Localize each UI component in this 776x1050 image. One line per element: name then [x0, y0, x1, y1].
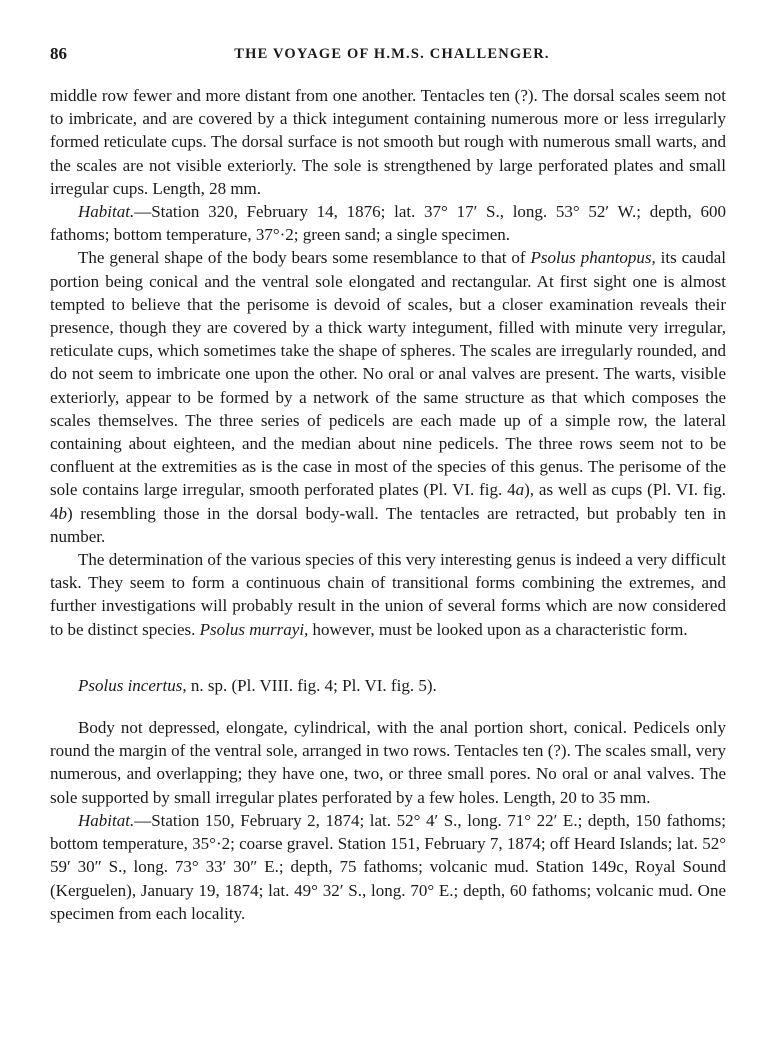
species-reference-phantopus: Psolus phantopus, — [530, 248, 656, 268]
species-heading-suffix: , n. sp. (Pl. VIII. fig. 4; Pl. VI. fig. 5). — [182, 675, 437, 695]
page-number: 86 — [50, 44, 67, 63]
remarks-text-a: The determination of the various species of this very interesting genus is indeed a very difficult task. They seem to form a continuous chain of transitional forms combining the extremes, and further investigations will probably result in the union of several forms which are now considered to be distinct species. — [50, 550, 726, 639]
description-text-c: ), as well as cups (Pl. VI. fig. 4 — [50, 480, 726, 523]
species-reference-murrayi: Psolus murrayi, — [199, 619, 309, 639]
continuation-paragraph: middle row fewer and more distant from one another. Tentacles ten (?). The dorsal scales seem not to imbricate, and are covered by a thick integument containing numerous more or less irregularly formed reticulate cups. The dorsal surface is not smooth but rough with numerous small warts, and the scales are not visible exteriorly. The sole is strengthened by large perforated plates and small irregular cups. Length, 28 mm. — [50, 86, 726, 198]
habitat-paragraph-2 — [50, 809, 726, 925]
remarks-text-b: however, must be looked upon as a characteristic form. — [308, 619, 688, 639]
species-heading — [50, 674, 726, 697]
species-name: Psolus incertus — [78, 675, 183, 695]
description-text-b: its caudal portion being conical and the ventral sole elongated and rectangular. At first sight one is almost tempted to believe that the perisome is devoid of scales, but a closer examination reveals their presence, though they are covered by a thick warty integument, filled with minute very irregular, reticulate cups, which sometimes take the shape of spheres. The scales are irregularly rounded, and do not seem to imbricate one upon the other. No oral or anal valves are present. The warts, visible exteriorly, appear to be formed by a network of the same structure as that which composes the scales themselves. The three series of pedicels are each made up of a simple row, the lateral containing about eighteen, and the median about nine pedicels. The three rows seem not to be confluent at the extremities as is the case in most of the species of this genus. The perisome of the sole contains large irregular, smooth perforated plates (Pl. VI. fig. 4 — [50, 248, 726, 500]
remarks-paragraph — [50, 548, 726, 641]
section-spacer — [50, 697, 726, 716]
diagnosis-paragraph: Body not depressed, elongate, cylindrical, with the anal portion short, conical. Pedicels only round the margin of the ventral sole, arranged in two rows. Tentacles ten (?). The scales small, very numerous, and overlapping; they have one, two, or three small pores. No oral or anal valves. The sole supported by small irregular plates perforated by a few holes. Length, 20 to 35 mm. — [50, 718, 726, 807]
fig-ref-a: a — [515, 480, 525, 500]
habitat-label: Habitat. — [78, 810, 135, 830]
section-spacer — [50, 641, 726, 674]
fig-ref-b: b — [58, 503, 67, 523]
description-text-d: ) resembling those in the dorsal body-wall. The tentacles are retracted, but probably ten in number. — [50, 503, 726, 546]
page-header — [50, 44, 734, 68]
description-text-a: The general shape of the body bears some resemblance to that of — [78, 248, 531, 268]
habitat-paragraph-1 — [50, 200, 726, 246]
body-text — [50, 84, 726, 925]
running-title: THE VOYAGE OF H.M.S. CHALLENGER. — [234, 46, 550, 62]
habitat-label: Habitat. — [78, 202, 135, 222]
habitat-text: —Station 150, February 2, 1874; lat. 52° 4′ S., long. 71° 22′ E.; depth, 150 fathoms; bottom temperature, 35°·2; coarse gravel. Station 151, February 7, 1874; off Heard Islands; lat. 52° 59′ 30″ S., long. 73° 33′ 30″ E.; depth, 75 fathoms; volcanic mud. Station 149c, Royal Sound (Kerguelen), January 19, 1874; lat. 49° 32′ S., long. 70° E.; depth, 60 fathoms; volcanic mud. One specimen from each locality. — [50, 810, 726, 923]
habitat-text: —Station 320, February 14, 1876; lat. 37° 17′ S., long. 53° 52′ W.; depth, 600 fathoms; bottom temperature, 37°·2; green sand; a single specimen. — [50, 202, 726, 245]
description-paragraph — [50, 246, 726, 548]
